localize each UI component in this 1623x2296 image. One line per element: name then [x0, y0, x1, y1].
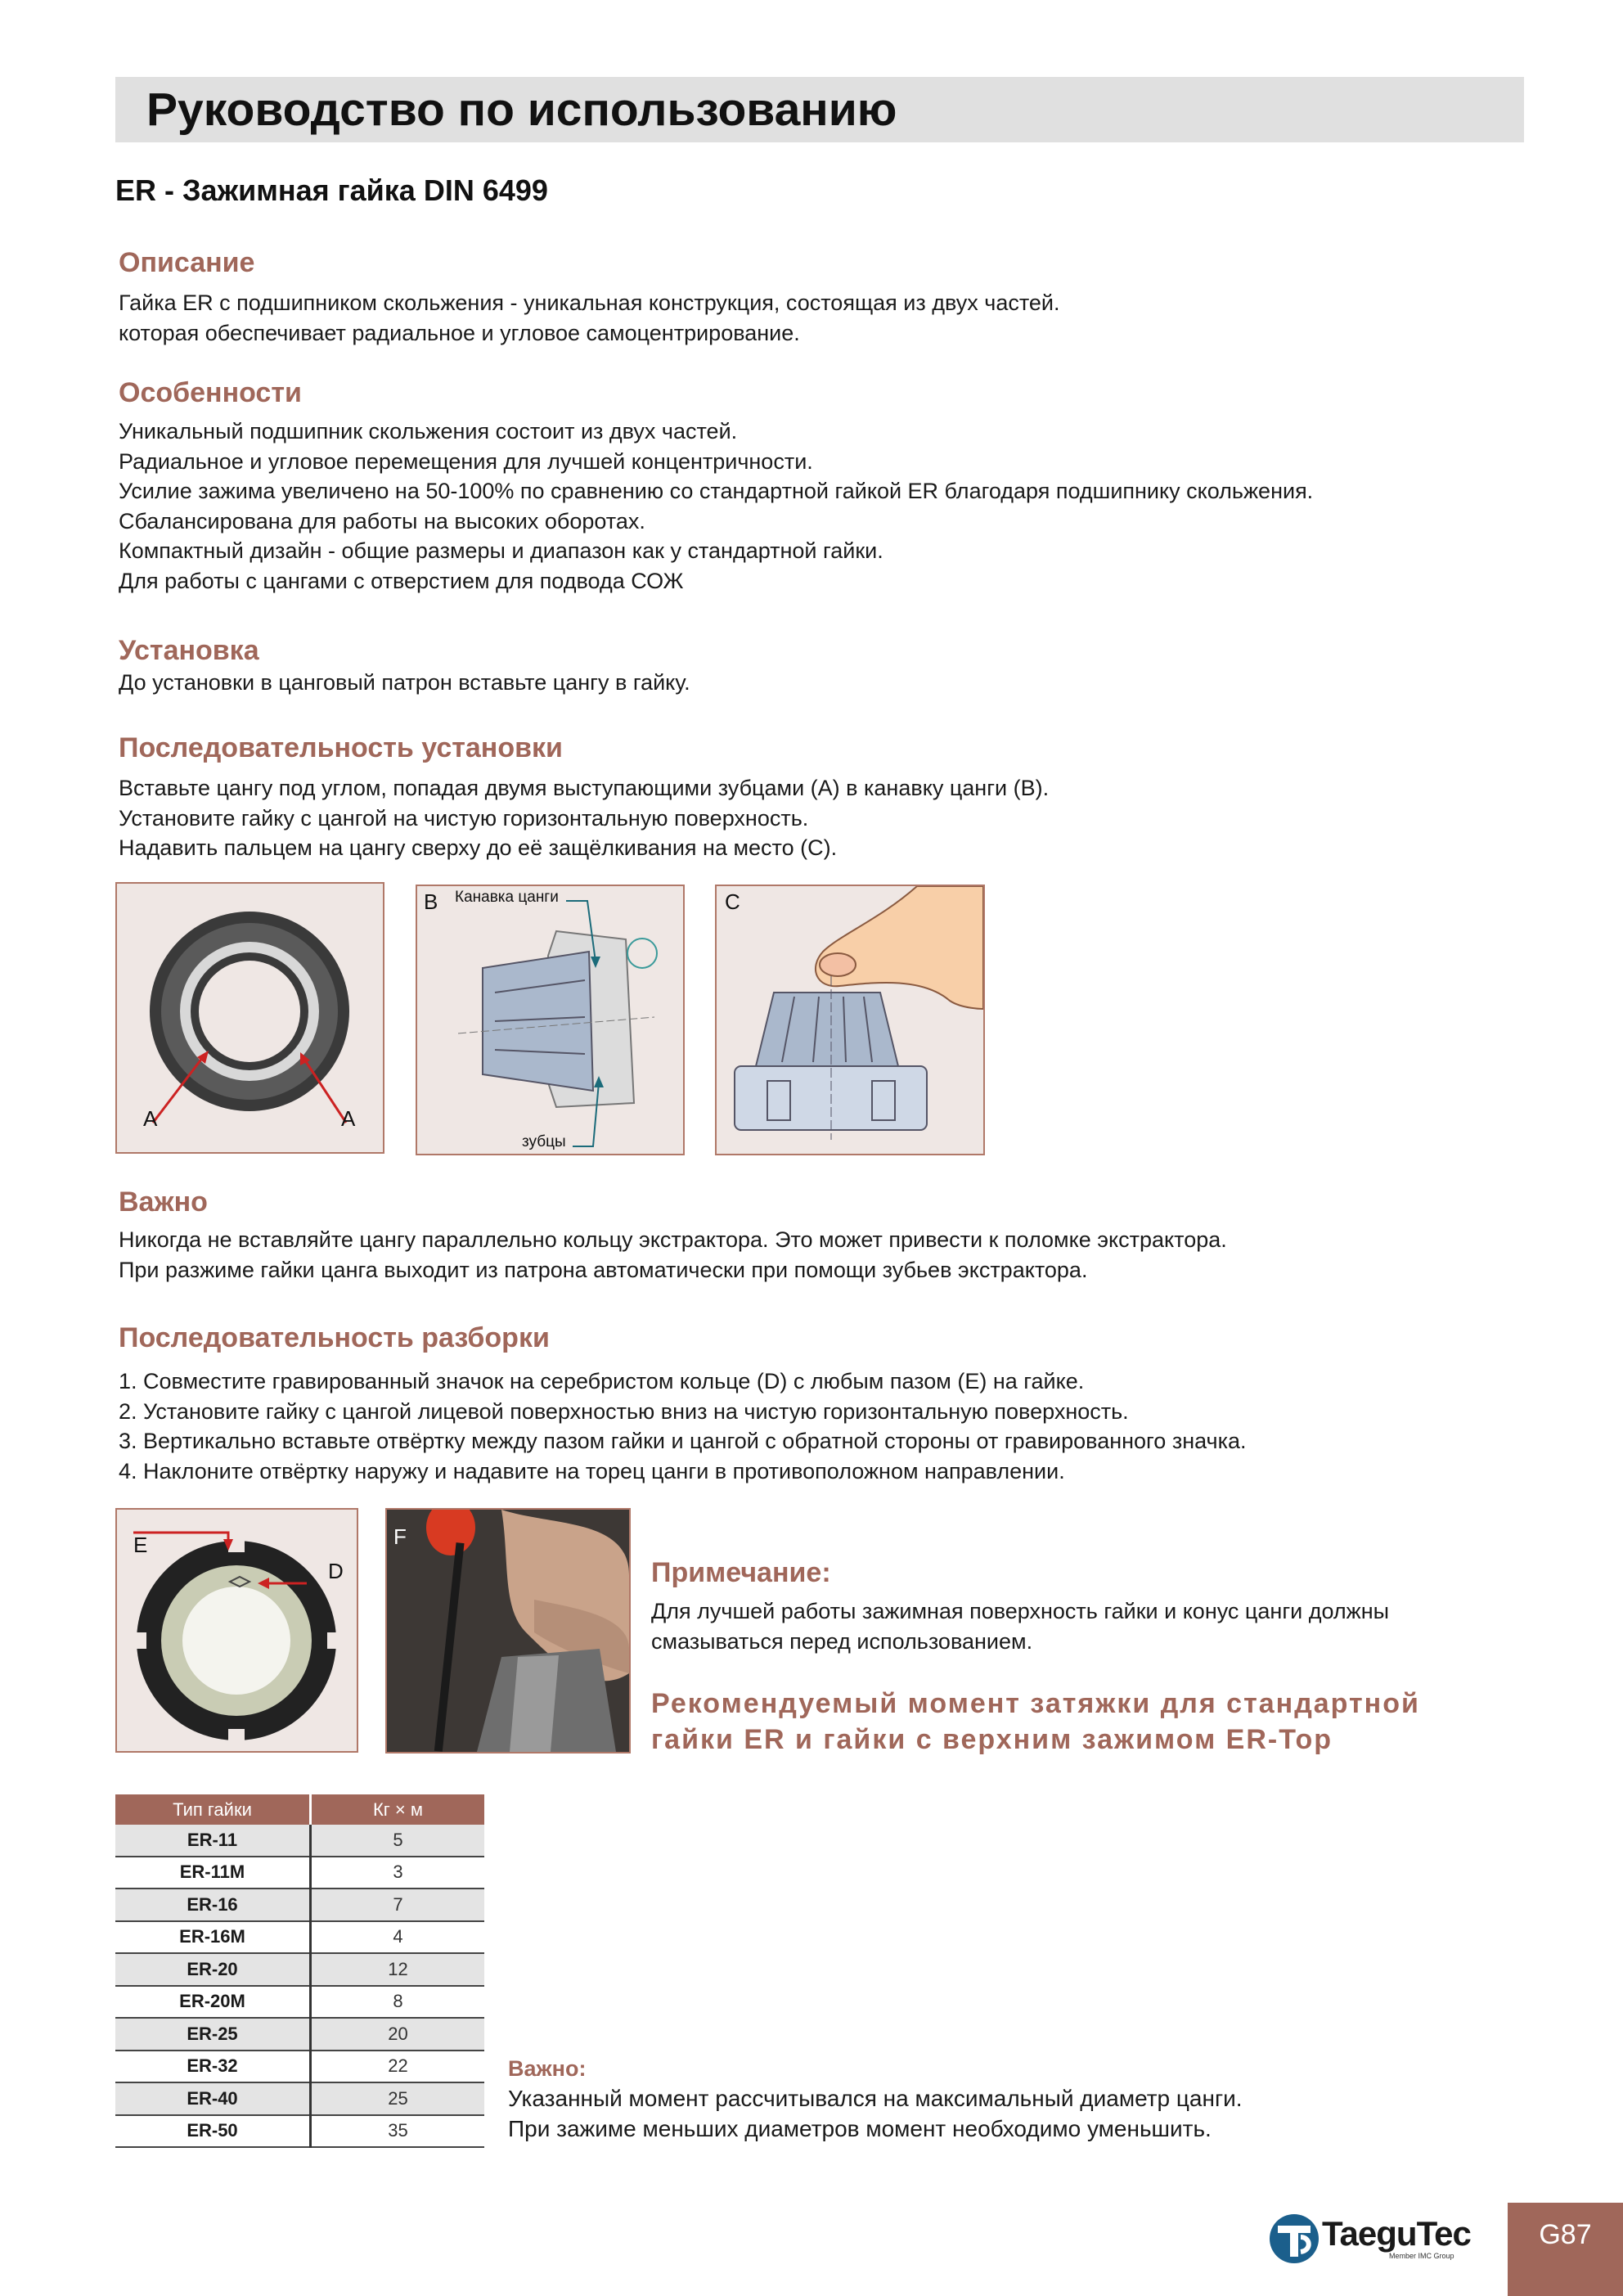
- install-sequence-text: [119, 773, 1049, 863]
- install-step-line: Надавить пальцем на цангу сверху до её защёлкивания на место (С).: [119, 835, 838, 860]
- note-text: [651, 1596, 1389, 1656]
- torque-value-cell: 4: [311, 1921, 485, 1954]
- nut-type-cell: ER-50: [115, 2115, 311, 2148]
- nut-type-cell: ER-20M: [115, 1986, 311, 2019]
- figure-e-letter: E: [133, 1533, 148, 1557]
- features-line: Усилие зажима увеличено на 50-100% по сравнению со стандартной гайкой ER благодаря подшипнику скольжения.: [119, 479, 1314, 503]
- figure-a-label-left: A: [143, 1106, 158, 1131]
- figure-b-letter: B: [424, 889, 438, 914]
- figure-a-nut-top-view: [115, 882, 384, 1154]
- figure-de-nut-marking: [115, 1508, 358, 1753]
- install-sequence-heading: Последовательность установки: [119, 732, 563, 763]
- page-title: Руководство по использованию: [146, 83, 897, 136]
- document-subtitle: ER - Зажимная гайка DIN 6499: [115, 173, 548, 207]
- description-line: которая обеспечивает радиальное и угловое самоцентрирование.: [119, 320, 800, 345]
- torque-value-cell: 5: [311, 1825, 485, 1857]
- torque-value-cell: 8: [311, 1986, 485, 2019]
- figure-a-label-right: A: [341, 1106, 356, 1131]
- description-line: Гайка ER с подшипником скольжения - уникальная конструкция, состоящая из двух частей.: [119, 290, 1060, 315]
- torque-important-heading: Важно:: [508, 2056, 587, 2081]
- important-line: Никогда не вставляйте цангу параллельно кольцу экстрактора. Это может привести к поломке экстрактора.: [119, 1227, 1227, 1252]
- installation-line: До установки в цанговый патрон вставьте цангу в гайку.: [119, 670, 690, 695]
- table-row: [115, 2018, 484, 2051]
- install-step-line: Вставьте цангу под углом, попадая двумя выступающими зубцами (А) в канавку цанги (В).: [119, 776, 1050, 800]
- note-line: Для лучшей работы зажимная поверхность гайки и конус цанги должны: [651, 1599, 1390, 1623]
- torque-value-cell: 35: [311, 2115, 485, 2148]
- features-line: Радиальное и угловое перемещения для лучшей концентричности.: [119, 448, 813, 474]
- figure-b-collet-section: [416, 885, 685, 1155]
- torque-value-cell: 3: [311, 1857, 485, 1889]
- torque-value-cell: 7: [311, 1889, 485, 1921]
- nut-type-cell: ER-32: [115, 2051, 311, 2083]
- table-row: [115, 1889, 484, 1921]
- torque-value-cell: 20: [311, 2018, 485, 2051]
- figure-f-letter: F: [393, 1524, 407, 1549]
- nut-type-cell: ER-11M: [115, 1857, 311, 1889]
- taegutec-logo-icon: [1268, 2213, 1320, 2265]
- taegutec-logo-tagline: Member IMC Group: [1389, 2252, 1454, 2260]
- description-text: [119, 288, 1060, 348]
- disassembly-step: 3. Вертикально вставьте отвёртку между пазом гайки и цангой с обратной стороны от гравированного значка.: [119, 1429, 1247, 1453]
- note-heading: Примечание:: [651, 1557, 831, 1588]
- features-line: Сбалансирована для работы на высоких оборотах.: [119, 508, 645, 533]
- description-heading: Описание: [119, 247, 255, 278]
- nut-type-cell: ER-16M: [115, 1921, 311, 1954]
- figure-f-screwdriver-photo: [385, 1508, 631, 1754]
- torque-important-text: [508, 2083, 1243, 2144]
- figure-c-letter: C: [725, 889, 740, 914]
- important-line: При разжиме гайки цанга выходит из патрона автоматически при помощи зубьев экстрактора.: [119, 1257, 1088, 1282]
- table-row: [115, 1953, 484, 1986]
- disassembly-step: 2. Установите гайку с цангой лицевой поверхностью вниз на чистую горизонтальную поверхность.: [119, 1398, 1129, 1424]
- disassembly-step: 1. Совместите гравированный значок на серебристом кольце (D) с любым пазом (E) на гайке.: [119, 1369, 1085, 1393]
- column-header-torque: Кг × м: [311, 1794, 485, 1825]
- nut-type-cell: ER-40: [115, 2082, 311, 2115]
- nut-type-cell: ER-11: [115, 1825, 311, 1857]
- title-bar: [115, 77, 1524, 142]
- table-row: [115, 1825, 484, 1857]
- column-header-nut-type: Тип гайки: [115, 1794, 311, 1825]
- important-heading: Важно: [119, 1186, 208, 1218]
- figure-b-groove-label: Канавка цанги: [455, 889, 559, 906]
- figure-c-press-collet: [715, 885, 985, 1155]
- installation-heading: Установка: [119, 635, 259, 666]
- page-number: G87: [1539, 2219, 1592, 2250]
- table-row: [115, 1986, 484, 2019]
- table-row: [115, 2115, 484, 2148]
- nut-type-cell: ER-25: [115, 2018, 311, 2051]
- table-row: [115, 2082, 484, 2115]
- taegutec-logo-text: TaeguTec: [1322, 2214, 1471, 2253]
- note-line: смазываться перед использованием.: [651, 1628, 1033, 1654]
- installation-text: [119, 668, 690, 698]
- table-row: [115, 1921, 484, 1954]
- table-row: [115, 1857, 484, 1889]
- torque-important-line: При зажиме меньших диаметров момент необходимо уменьшить.: [508, 2116, 1212, 2141]
- install-step-line: Установите гайку с цангой на чистую горизонтальную поверхность.: [119, 805, 809, 831]
- disassembly-heading: Последовательность разборки: [119, 1322, 550, 1353]
- torque-important-line: Указанный момент рассчитывался на максимальный диаметр цанги.: [508, 2086, 1243, 2111]
- nut-type-cell: ER-20: [115, 1953, 311, 1986]
- nut-marking-illustration: [117, 1510, 357, 1751]
- figure-b-teeth-label: зубцы: [522, 1133, 566, 1150]
- table-row: [115, 2051, 484, 2083]
- finger-press-illustration: [717, 886, 983, 1154]
- torque-value-cell: 25: [311, 2082, 485, 2115]
- table-header-row: [115, 1794, 484, 1825]
- features-line: Компактный дизайн - общие размеры и диапазон как у стандартной гайки.: [119, 538, 883, 563]
- features-line: Уникальный подшипник скольжения состоит из двух частей.: [119, 419, 738, 443]
- features-text: [119, 416, 1313, 596]
- page-number-tab: [1508, 2203, 1623, 2296]
- nut-type-cell: ER-16: [115, 1889, 311, 1921]
- disassembly-step: 4. Наклоните отвёртку наружу и надавите на торец цанги в противоположном направлении.: [119, 1458, 1065, 1483]
- figure-d-letter: D: [328, 1559, 344, 1583]
- torque-value-cell: 22: [311, 2051, 485, 2083]
- torque-heading-line: Рекомендуемый момент затяжки для стандартной: [651, 1688, 1420, 1719]
- features-line: Для работы с цангами с отверстием для подвода СОЖ: [119, 568, 684, 593]
- features-heading: Особенности: [119, 377, 302, 408]
- torque-heading-line: гайки ER и гайки с верхним зажимом ER-Top: [651, 1724, 1333, 1755]
- torque-value-cell: 12: [311, 1953, 485, 1986]
- screwdriver-photo-illustration: [387, 1510, 629, 1752]
- torque-table: [115, 1794, 484, 2148]
- important-text: [119, 1225, 1227, 1285]
- torque-heading: [651, 1686, 1420, 1758]
- disassembly-steps: [119, 1366, 1247, 1486]
- taegutec-logo: [1268, 2211, 1489, 2267]
- collet-section-illustration: [417, 886, 683, 1154]
